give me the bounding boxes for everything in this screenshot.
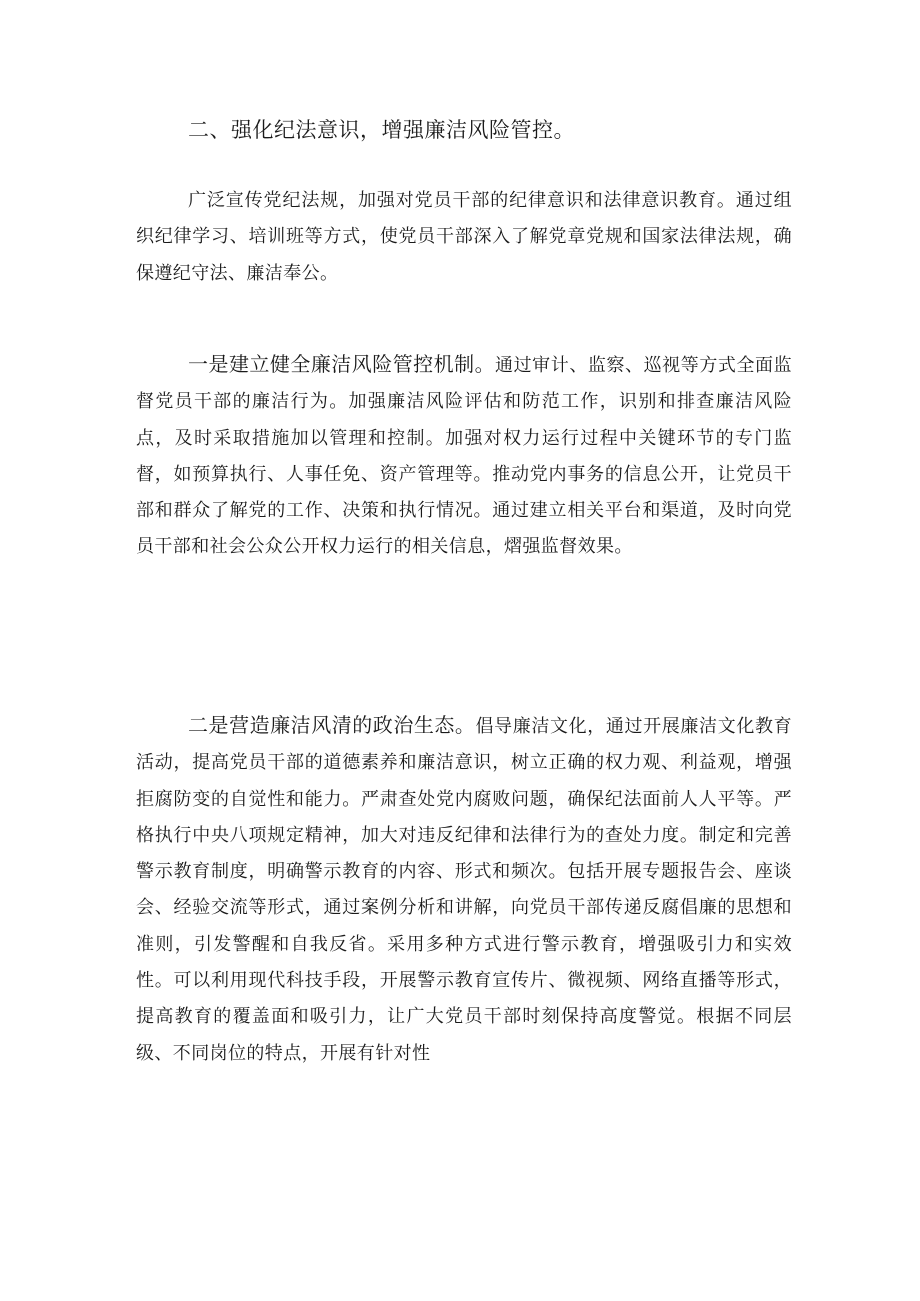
paragraph-3-lead: 二是营造廉洁风清的政治生态。 xyxy=(188,713,476,737)
paragraph-1 xyxy=(136,181,792,292)
paragraph-2-text: 通过审计、监察、巡视等方式全面监督党员干部的廉洁行为。加强廉洁风险评估和防范工作，识别和排查廉洁风险点，及时采取措施加以管理和控制。加强对权力运行过程中关键环节的专门监督，如预算执行、人事任免、资产管理等。推动党内事务的信息公开，让党员干部和群众了解党的工作、决策和执行情况。通过建立相关平台和渠道，及时向党员干部和社会公众公开权力运行的相关信息，熠强监督效果。 xyxy=(136,355,792,558)
paragraph-3 xyxy=(136,707,792,1072)
paragraph-3-text: 倡导廉洁文化，通过开展廉洁文化教育活动，提高党员干部的道德素养和廉洁意识，树立正确的权力观、利益观，增强拒腐防变的自觉性和能力。严肃查处党内腐败问题，确保纪法面前人人平等。严格执行中央八项规定精神，加大对违反纪律和法律行为的查处力度。制定和完善警示教育制度，明确警示教育的内容、形式和频次。包括开展专题报告会、座谈会、经验交流等形式，通过案例分析和讲解，向党员干部传递反腐倡廉的思想和准则，引发警醒和自我反省。采用多种方式进行警示教育，增强吸引力和实效性。可以利用现代科技手段，开展警示教育宣传片、微视频、网络直播等形式，提高教育的覆盖面和吸引力，让广大党员干部时刻保持高度警觉。根据不同层级、不同岗位的特点，开展有针对性 xyxy=(136,716,792,1064)
paragraph-1-text: 广泛宣传党纪法规，加强对党员干部的纪律意识和法律意识教育。通过组织纪律学习、培训班等方式，使党员干部深入了解党章党规和国家法律法规，确保遵纪守法、廉洁奉公。 xyxy=(136,190,792,284)
section-heading: 二、强化纪法意识，增强廉洁风险管控。 xyxy=(188,118,575,142)
paragraph-2 xyxy=(136,346,792,566)
paragraph-2-lead: 一是建立健全廉洁风险管控机制。 xyxy=(188,352,496,376)
